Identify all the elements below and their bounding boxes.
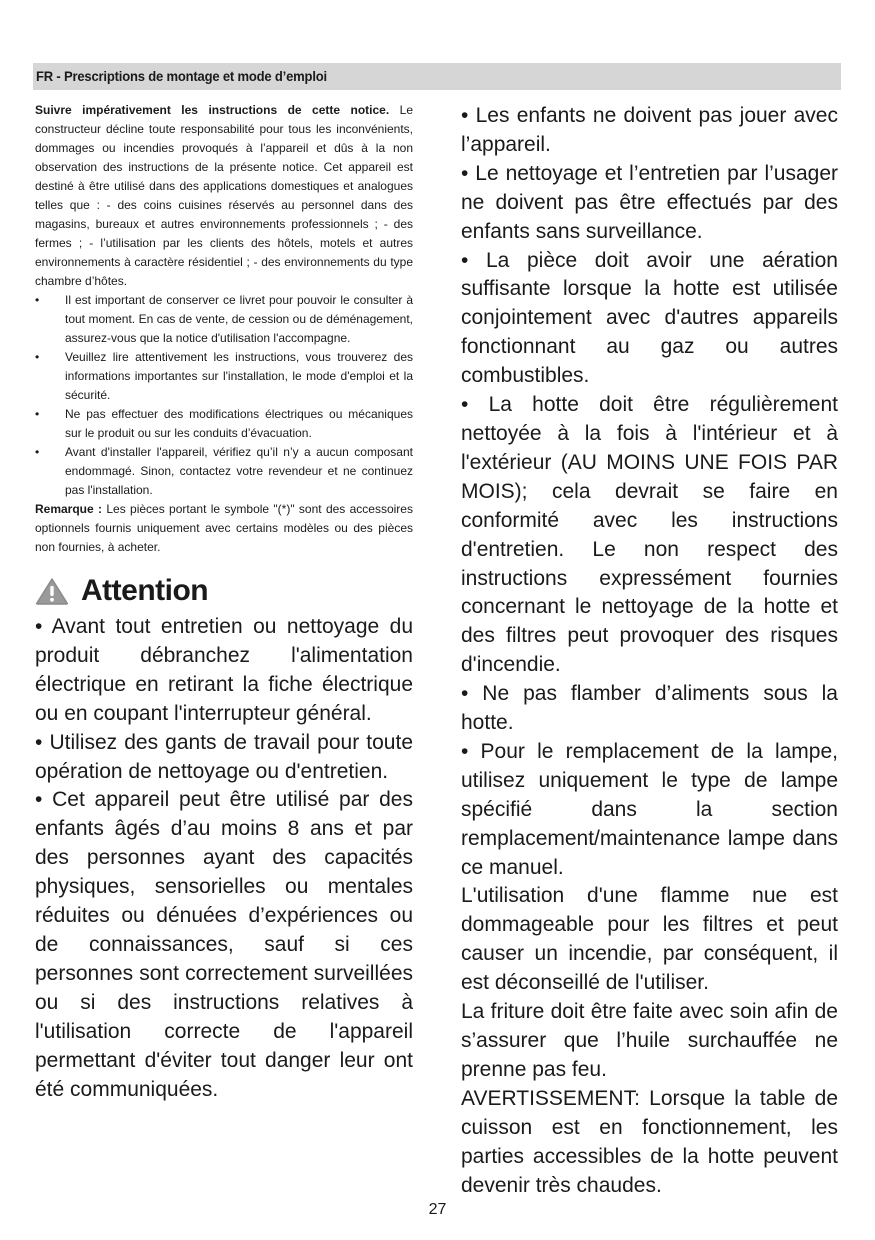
intro-bold: Suivre impérativement les instructions de cette notice. xyxy=(35,103,390,117)
right-paragraph: • Pour le remplacement de la lampe, utilisez uniquement le type de lampe spécifié dans la section remplacement/maintenance lampe dans ce manuel. xyxy=(461,739,838,879)
attention-heading xyxy=(35,571,413,611)
left-column xyxy=(35,101,413,1104)
list-item: • Veuillez lire attentivement les instructions, vous trouverez des informations importantes sur l'installation, le mode d'emploi et la sécurité. xyxy=(35,350,413,402)
page-number: 27 xyxy=(428,1201,447,1218)
bullet-list xyxy=(35,291,413,500)
right-paragraph: L'utilisation d'une flamme nue est dommageable pour les filtres et peut causer un incendie, par conséquent, il est déconseillé de l'utiliser. xyxy=(461,884,838,995)
right-paragraph: • La hotte doit être régulièrement nettoyée à la fois à l'intérieur et à l'extérieur (AU MOINS UNE FOIS PAR MOIS); cela devrait se faire en conformité avec les instructions d'entretien. Le non respect des instructions expressément fournies concernant le nettoyage de la hotte et des filtres peut provoquer des risques d'incendie. xyxy=(461,393,838,677)
list-item: • Il est important de conserver ce livret pour pouvoir le consulter à tout moment. En cas de vente, de cession ou de déménagement, assurez-vous que la notice d'utilisation l'accompagne. xyxy=(35,293,413,345)
intro-text: Le constructeur décline toute responsabilité pour tous les inconvénients, dommages ou incendies provoqués à l’appareil et dûs à la non observation des instructions de la présente notice. Cet appareil est destiné à être utilisé dans des applications domestiques et analogues telles que : - des coins cuisines réservés au personnel dans des magasins, bureaux et autres environnements professionnels ; - des fermes ; - l’utilisation par les clients des hôtels, motels et autres environnements à caractère résidentiel ; - des environnements du type chambre d’hôtes. xyxy=(35,103,413,288)
attention-title: Attention xyxy=(81,574,209,607)
intro-paragraph xyxy=(35,101,413,291)
bullet-dot: • xyxy=(35,445,40,459)
left-paragraph: • Avant tout entretien ou nettoyage du produit débranchez l'alimentation électrique en retirant la fiche électrique ou en coupant l'interrupteur général. xyxy=(35,615,413,725)
note-paragraph xyxy=(35,500,413,557)
note-text: Les pièces portant le symbole "(*)" sont des accessoires optionnels fournis uniquement avec certains modèles ou des pièces non fournies, à acheter. xyxy=(35,502,413,554)
right-paragraph: • Les enfants ne doivent pas jouer avec l’appareil. xyxy=(461,104,838,156)
warning-icon xyxy=(35,577,69,605)
list-item: • Avant d'installer l'appareil, vérifiez qu’il n’y a aucun composant endommagé. Sinon, contactez votre revendeur et ne continuez pas l'installation. xyxy=(35,445,413,497)
bullet-dot: • xyxy=(35,407,40,421)
right-paragraph: • Le nettoyage et l’entretien par l’usager ne doivent pas être effectués par des enfants sans surveillance. xyxy=(461,161,838,243)
right-paragraph: • Ne pas flamber d’aliments sous la hotte. xyxy=(461,682,838,735)
section-header xyxy=(33,63,841,90)
left-paragraph: • Utilisez des gants de travail pour toute opération de nettoyage ou d'entretien. xyxy=(35,730,413,783)
right-column xyxy=(461,102,838,1200)
right-paragraph: AVERTISSEMENT: Lorsque la table de cuisson est en fonctionnement, les parties accessibles de la hotte peuvent devenir très chaudes. xyxy=(461,1086,838,1197)
right-paragraph: • La pièce doit avoir une aération suffisante lorsque la hotte est utilisée conjointement avec d'autres appareils fonctionnant au gaz ou autres combustibles. xyxy=(461,248,838,388)
bullet-dot: • xyxy=(35,293,40,307)
right-paragraph: La friture doit être faite avec soin afin de s’assurer que l’huile surchauffée ne prenne pas feu. xyxy=(461,1000,838,1081)
note-bold: Remarque : xyxy=(35,502,103,516)
list-item: • Ne pas effectuer des modifications électriques ou mécaniques sur le produit ou sur les conduits d’évacuation. xyxy=(35,407,413,440)
left-paragraph: • Cet appareil peut être utilisé par des enfants âgés d’au moins 8 ans et par des personnes ayant des capacités physiques, sensorielles ou mentales réduites ou dénuées d’expériences ou de connaissances, sauf si ces personnes sont correctement surveillées ou si des instructions relatives à l'utilisation correcte de l'appareil permettant d'éviter tout danger leur ont été communiquées. xyxy=(35,788,413,1101)
section-title: FR - Prescriptions de montage et mode d’emploi xyxy=(36,68,327,84)
bullet-dot: • xyxy=(35,350,40,364)
